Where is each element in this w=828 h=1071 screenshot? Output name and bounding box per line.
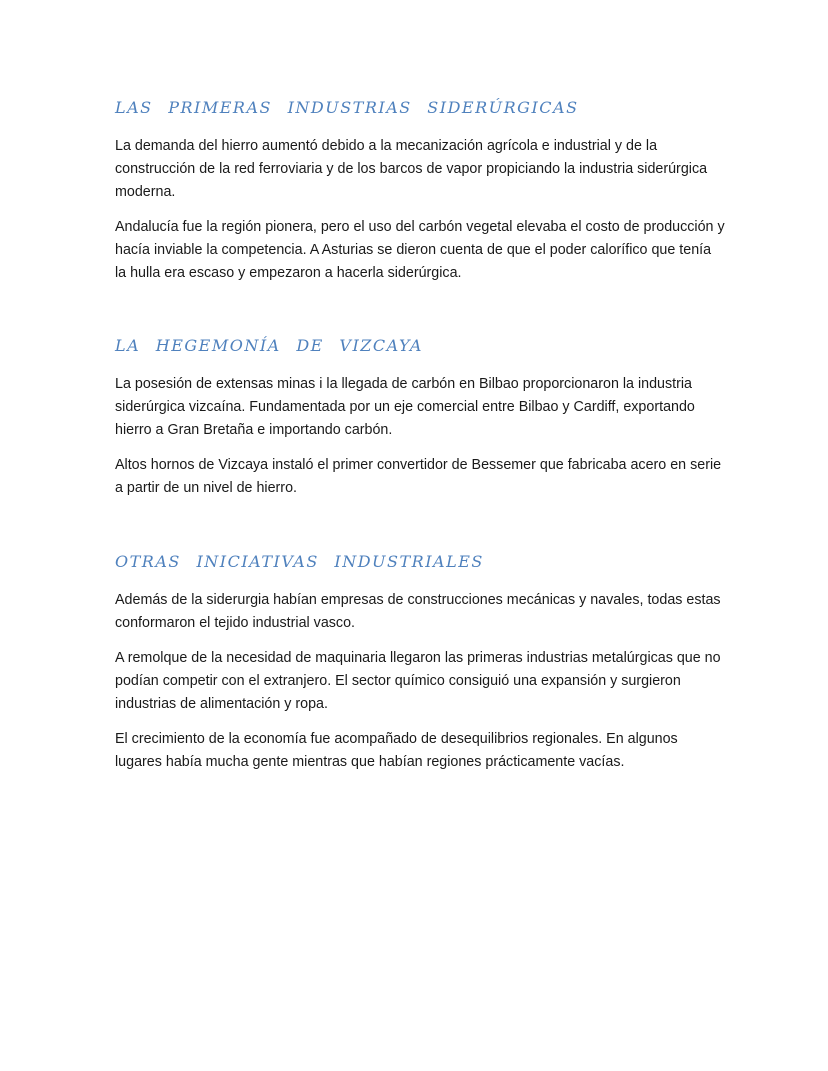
section-heading: OTRAS INICIATIVAS INDUSTRIALES [115,552,484,571]
section-paragraph: A remolque de la necesidad de maquinaria llegaron las primeras industrias metalúrgicas que no podían competir con el extranjero. El sector químico consiguió una expansión y surgieron industrias de alimentación y ropa. [115,650,721,712]
section-primeras-industrias [115,97,725,285]
section-heading: LAS PRIMERAS INDUSTRIAS SIDERÚRGICAS [115,98,579,117]
section-paragraph: La posesión de extensas minas i la llegada de carbón en Bilbao proporcionaron la industria siderúrgica vizcaína. Fundamentada por un eje comercial entre Bilbao y Cardiff, exportando hierro a Gran Bretaña e importando carbón. [115,376,695,438]
section-hegemonia-vizcaya [115,335,725,500]
section-otras-iniciativas [115,551,725,774]
section-heading: LA HEGEMONÍA DE VIZCAYA [115,336,423,355]
section-paragraph: Andalucía fue la región pionera, pero el uso del carbón vegetal elevaba el costo de producción y hacía inviable la competencia. A Asturias se dieron cuenta de que el poder calorífico que tenía la hulla era escaso y empezaron a hacerla siderúrgica. [115,219,725,281]
section-paragraph: Altos hornos de Vizcaya instaló el primer convertidor de Bessemer que fabricaba acero en serie a partir de un nivel de hierro. [115,457,722,496]
section-paragraph: Además de la siderurgia habían empresas de construcciones mecánicas y navales, todas estas conformaron el tejido industrial vasco. [115,592,721,631]
section-paragraph: La demanda del hierro aumentó debido a la mecanización agrícola e industrial y de la construcción de la red ferroviaria y de los barcos de vapor propiciando la industria siderúrgica moderna. [115,138,708,200]
section-paragraph: El crecimiento de la economía fue acompañado de desequilibrios regionales. En algunos lugares había mucha gente mientras que habían regiones prácticamente vacías. [115,731,678,770]
